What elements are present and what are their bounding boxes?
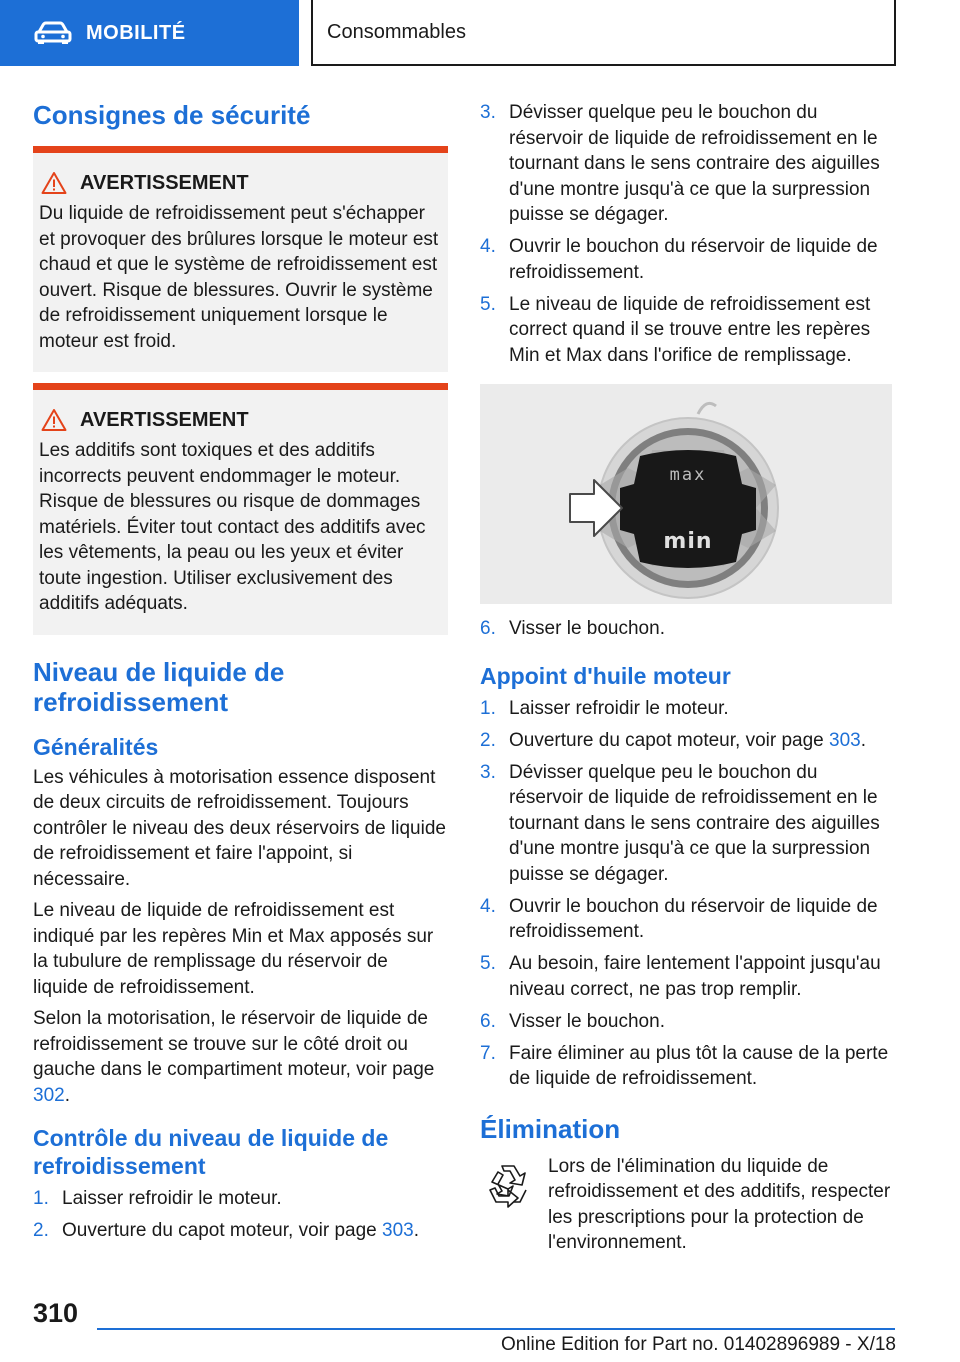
step-text: Visser le bouchon. xyxy=(509,618,665,639)
check-steps-list xyxy=(33,1186,448,1244)
check-heading: Contrôle du niveau de liquide de refroidissement xyxy=(33,1125,389,1179)
paragraph-text: Selon la motorisation, le réservoir de liquide de refroidissement se trouve sur le côté droit ou gauche dans le compartiment moteur, voir page xyxy=(33,1008,435,1080)
step-text: Ouvrir le bouchon du réservoir de liquide de refroidissement. xyxy=(509,236,878,283)
right-column xyxy=(480,100,892,1262)
page-link[interactable]: 303 xyxy=(829,729,861,751)
step-number: 5. xyxy=(480,953,496,974)
general-heading: Généralités xyxy=(33,733,159,760)
step-text: Dévisser quelque peu le bouchon du réservoir de liquide de refroidissement en le tournant dans le sens contraire des aiguilles d'une montre jusqu'à ce que la surpression puisse se dégager. xyxy=(509,102,880,225)
step-number: 1. xyxy=(33,1188,49,1209)
list-item xyxy=(480,894,892,945)
step-number: 1. xyxy=(480,697,496,719)
step-number: 3. xyxy=(480,761,496,783)
step-text: Ouvrir le bouchon du réservoir de liquide de refroidissement. xyxy=(509,895,878,942)
list-item xyxy=(480,100,892,228)
disposal-text: Lors de l'élimination du liquide de refroidissement et des additifs, respecter les prescriptions pour la protection de l'environnement. xyxy=(548,1155,891,1253)
check-steps-list-cont xyxy=(480,100,892,368)
min-mark: min xyxy=(663,529,713,554)
list-item xyxy=(480,696,892,722)
chapter-tab[interactable] xyxy=(0,0,299,66)
page-link[interactable]: 303 xyxy=(382,1220,414,1241)
step-number: 7. xyxy=(480,1042,496,1064)
warning-text: Les additifs sont toxiques et des additifs incorrects peuvent endommager le moteur. Risque de blessures ou risque de dommages matériels. Éviter tout contact des additifs avec les vêtements, la peau ou les yeux et éviter toute ingestion. Utiliser exclusivement des additifs adéquats. xyxy=(39,440,426,614)
step-number: 4. xyxy=(480,236,496,257)
warning-triangle-icon xyxy=(41,408,67,432)
topup-steps-list xyxy=(480,696,892,1092)
list-item xyxy=(33,1186,448,1212)
list-item xyxy=(480,234,892,285)
warning-text: Du liquide de refroidissement peut s'échapper et provoquer des brûlures lorsque le moteur est chaud et que le système de refroidissement est ouvert. Risque de blessures. Ouvrir le système de refroidissement uniquement lorsque le moteur est froid. xyxy=(39,203,439,352)
warning-box xyxy=(33,146,448,372)
page-link[interactable]: 302 xyxy=(33,1084,65,1106)
step-text: Laisser refroidir le moteur. xyxy=(509,697,729,719)
step-number: 2. xyxy=(480,729,496,751)
chapter-label: MOBILITÉ xyxy=(86,21,186,44)
recycle-icon xyxy=(482,1160,534,1210)
step-number: 5. xyxy=(480,293,496,315)
disposal-block xyxy=(480,1150,892,1262)
footer-divider xyxy=(97,1328,895,1330)
step-text: Au besoin, faire lentement l'appoint jusqu'au niveau correct, ne pas trop remplir. xyxy=(509,953,881,1000)
list-item xyxy=(480,728,892,754)
step-text: . xyxy=(860,729,866,751)
step-number: 6. xyxy=(480,618,496,639)
warning-triangle-icon xyxy=(41,171,67,195)
max-mark: max xyxy=(669,465,707,485)
paragraph-text: . xyxy=(64,1084,70,1106)
step-text: Ouverture du capot moteur, voir page xyxy=(509,729,830,751)
list-item xyxy=(480,951,892,1002)
step-text: Visser le bouchon. xyxy=(509,1010,665,1032)
general-paragraph xyxy=(33,1006,448,1108)
disposal-heading: Élimination xyxy=(480,1113,621,1144)
list-item xyxy=(480,760,892,888)
warning-title: AVERTISSEMENT xyxy=(80,408,249,431)
list-item xyxy=(480,616,892,642)
step-text: Laisser refroidir le moteur. xyxy=(62,1188,282,1209)
coolant-level-heading: Niveau de liquide de refroidissement xyxy=(33,656,285,717)
step-number: 4. xyxy=(480,895,496,917)
general-paragraph: Les véhicules à motorisation essence disposent de deux circuits de refroidissement. Toujours contrôler le niveau des deux réservoirs de liquide de refroidissement et faire l'appoint, si nécessaire. xyxy=(33,766,446,890)
list-item xyxy=(33,1218,448,1244)
step-number: 3. xyxy=(480,102,496,123)
list-item xyxy=(480,1009,892,1035)
step-text: Le niveau de liquide de refroidissement est correct quand il se trouve entre les repères Min et Max dans l'orifice de remplissage. xyxy=(509,293,871,366)
step-text: Dévisser quelque peu le bouchon du réservoir de liquide de refroidissement en le tournant dans le sens contraire des aiguilles d'une montre jusqu'à ce que la surpression puisse se dégager. xyxy=(509,761,880,885)
car-icon xyxy=(34,21,72,45)
topup-heading: Appoint d'huile moteur xyxy=(480,662,731,689)
step-text: Faire éliminer au plus tôt la cause de la perte de liquide de refroidissement. xyxy=(509,1042,889,1089)
step-text: Ouverture du capot moteur, voir page xyxy=(62,1220,383,1241)
check-steps-list-end xyxy=(480,616,892,642)
list-item xyxy=(480,1041,892,1092)
step-number: 2. xyxy=(33,1220,49,1241)
page-number: 310 xyxy=(33,1298,79,1328)
edition-text: Online Edition for Part no. 01402896989 - X/18 xyxy=(500,1334,896,1355)
safety-heading: Consignes de sécurité xyxy=(33,100,311,130)
section-title: Consommables xyxy=(311,0,896,66)
coolant-filler-figure xyxy=(480,384,892,604)
warning-title: AVERTISSEMENT xyxy=(80,171,249,194)
step-number: 6. xyxy=(480,1010,496,1032)
step-text: . xyxy=(413,1220,419,1241)
filler-neck-illustration xyxy=(480,384,892,604)
list-item xyxy=(480,292,892,369)
general-paragraph: Le niveau de liquide de refroidissement est indiqué par les repères Min et Max apposés sur la tubulure de remplissage du réservoir de liquide de refroidissement. xyxy=(33,900,434,998)
warning-box xyxy=(33,383,448,635)
left-column xyxy=(33,100,448,1250)
